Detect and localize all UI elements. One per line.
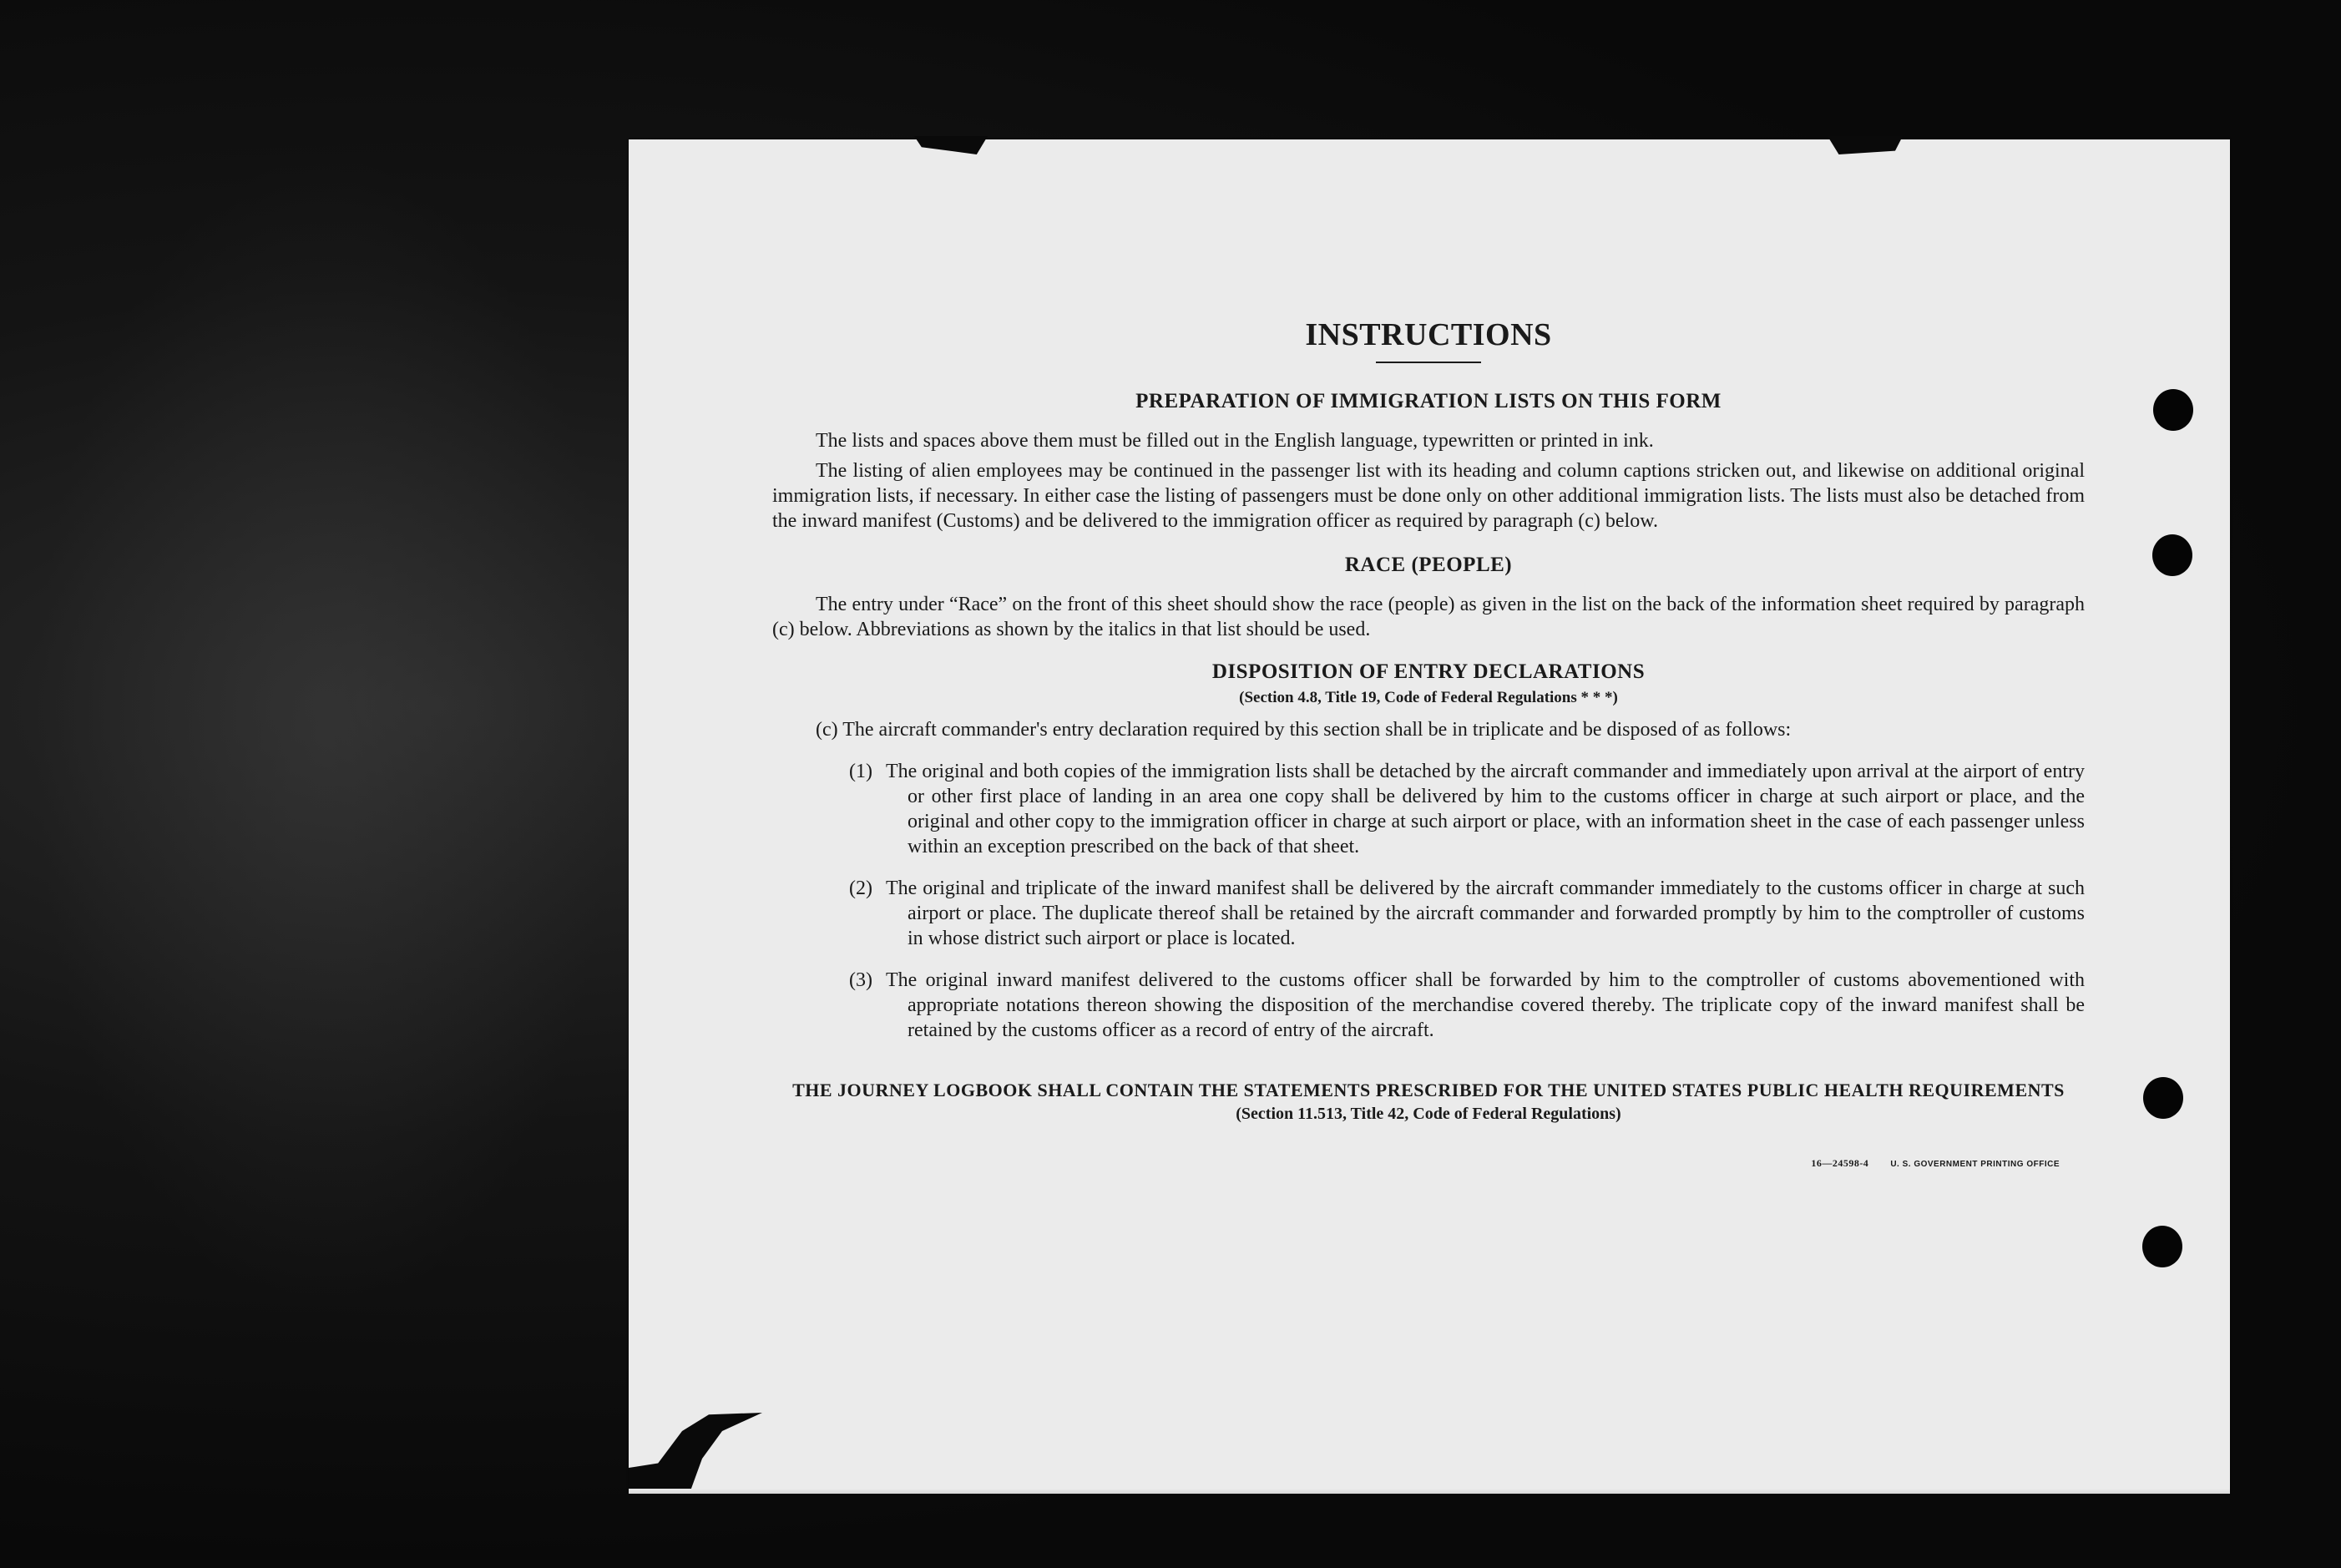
- background-shading: [33, 150, 618, 1319]
- logbook-statement: THE JOURNEY LOGBOOK SHALL CONTAIN THE STATEMENTS PRESCRIBED FOR THE UNITED STATES PUBLIC HEALTH REQUIREMENTS: [792, 1080, 2065, 1100]
- preparation-paragraph-1: The lists and spaces above them must be filled out in the English language, typewritten or printed in ink.: [816, 430, 1654, 452]
- preparation-paragraph-2: The listing of alien employees may be continued in the passenger list with its heading and column captions stricken out, and likewise on additional original immigration lists, if necessary. In either case the listing of passengers must be done only on other additional immigration lists. The lists must also be detached from the inward manifest (Customs) and be delivered to the immigration officer as required by paragraph (c) below.: [772, 460, 2085, 532]
- disposition-item-1: [849, 759, 2085, 859]
- printer-name: U. S. GOVERNMENT PRINTING OFFICE: [1890, 1160, 2060, 1169]
- item-number: (3): [849, 969, 872, 991]
- instructions-content: [772, 316, 2085, 1170]
- title-underline: [1376, 362, 1481, 363]
- race-paragraph: The entry under “Race” on the front of this sheet should show the race (people) as given in the list on the back of the information sheet required by paragraph (c) below. Abbreviations as shown by the italics in that list should be used.: [772, 594, 2085, 640]
- item-text: The original and both copies of the immigration lists shall be detached by the aircraft commander and immediately upon arrival at the airport of entry or other first place of landing in an area one copy shall be delivered by him to the customs officer in charge at such airport or place, and the original and other copy to the immigration officer in charge at such airport or place, with an information sheet in the case of each passenger unless within an exception prescribed on the back of that sheet.: [886, 761, 2085, 857]
- item-number: (2): [849, 878, 872, 899]
- page-notch-right: [1828, 136, 1903, 154]
- page-title: INSTRUCTIONS: [1305, 317, 1552, 352]
- item-text: The original and triplicate of the inward manifest shall be delivered by the aircraft commander immediately to the customs officer in charge at such airport or place. The duplicate thereof shall be retained by the aircraft commander and forwarded promptly by him to the comptroller of customs in whose district such airport or place is located.: [886, 878, 2085, 949]
- punch-hole-2: [2152, 534, 2192, 576]
- form-number: 16—24598-4: [1811, 1157, 1869, 1169]
- page-bottom-edge: [629, 1489, 2230, 1494]
- item-number: (1): [849, 761, 872, 782]
- punch-hole-1: [2153, 389, 2193, 431]
- race-heading: RACE (PEOPLE): [1344, 554, 1513, 576]
- disposition-intro: (c) The aircraft commander's entry declaration required by this section shall be in triplicate and be disposed of as follows:: [816, 719, 1792, 741]
- logbook-citation: (Section 11.513, Title 42, Code of Federal Regulations): [1236, 1105, 1621, 1123]
- disposition-item-2: [849, 876, 2085, 951]
- page-notch-left: [914, 136, 988, 154]
- document-page: [629, 139, 2230, 1494]
- punch-hole-4: [2142, 1226, 2182, 1267]
- preparation-heading: PREPARATION OF IMMIGRATION LISTS ON THIS FORM: [1135, 390, 1722, 412]
- torn-corner: [629, 1404, 762, 1495]
- item-text: The original inward manifest delivered to the customs officer shall be forwarded by him to the comptroller of customs abovementioned with appropriate notations thereon showing the disposition of the merchandise covered thereby. The triplicate copy of the inward manifest shall be retained by the customs officer as a record of entry of the aircraft.: [886, 969, 2085, 1041]
- punch-hole-3: [2143, 1077, 2183, 1119]
- disposition-heading: DISPOSITION OF ENTRY DECLARATIONS: [1211, 660, 1646, 683]
- disposition-citation: (Section 4.8, Title 19, Code of Federal Regulations * * *): [1239, 689, 1618, 706]
- disposition-item-3: [849, 968, 2085, 1043]
- printer-imprint: [772, 1157, 2060, 1170]
